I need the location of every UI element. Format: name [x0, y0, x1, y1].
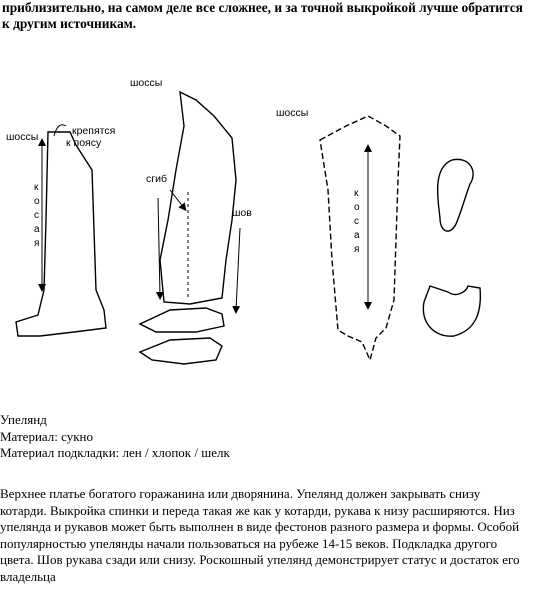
label-shosses-left: шоссы — [6, 131, 39, 143]
label-attach: крепятся к поясу — [66, 125, 116, 149]
sole-piece-lower — [423, 286, 480, 336]
svg-text:к: к — [34, 182, 39, 193]
fold-pointer — [170, 190, 184, 208]
garment-lining: Материал подкладки: лен / хлопок / шелк — [0, 445, 230, 460]
garment-name: Упелянд — [0, 412, 47, 427]
label-shosses-right: шоссы — [276, 107, 309, 119]
garment-specs — [0, 412, 230, 462]
foot-piece-lower — [140, 338, 222, 364]
garment-material: Материал: сукно — [0, 428, 94, 444]
svg-text:а: а — [34, 224, 40, 235]
hose-piece-right — [320, 116, 400, 360]
intro-paragraph: приблизительно, на самом деле все сложнее, и за точной выкройкой лучше обратится к другим источникам. — [2, 0, 523, 31]
svg-text:о: о — [34, 196, 40, 207]
label-shosses-middle: шоссы — [130, 77, 163, 89]
hose-piece-middle — [160, 92, 236, 304]
garment-description: Верхнее платье богатого горажанина или дворянина. Упелянд должен закрывать снизу котарди. Выкройка спинки и переда такая же как у котарди, рукава к низу расширяются. Низ упелянда и рукавов может быть выполнен в виде фестонов разного размера и формы. Особой популярностью упелянды начали пользоваться на рубеже 14-15 веков. Подкладка другого цвета. Шов рукава сзади или снизу. Роскошный упелянд демонстрирует статус и достаток его владельца — [0, 486, 520, 584]
svg-text:к: к — [354, 188, 359, 199]
label-seam: шов — [232, 207, 252, 219]
label-bias-left — [34, 182, 40, 249]
svg-text:а: а — [354, 230, 360, 241]
seam-arrow — [236, 228, 240, 310]
pattern-drawing — [0, 60, 534, 390]
fold-arrow — [158, 198, 160, 296]
svg-text:я: я — [34, 238, 40, 249]
label-bias-right — [354, 188, 360, 255]
svg-text:с: с — [34, 210, 39, 221]
svg-text:я: я — [354, 244, 360, 255]
foot-piece-upper — [140, 308, 224, 332]
hose-pattern-figure — [0, 60, 534, 390]
attach-pointer-arrow — [54, 125, 66, 136]
hose-piece-left — [16, 132, 106, 336]
svg-text:с: с — [354, 216, 359, 227]
svg-text:о: о — [354, 202, 360, 213]
sole-piece-upper — [438, 159, 474, 231]
label-fold: сгиб — [146, 173, 167, 185]
